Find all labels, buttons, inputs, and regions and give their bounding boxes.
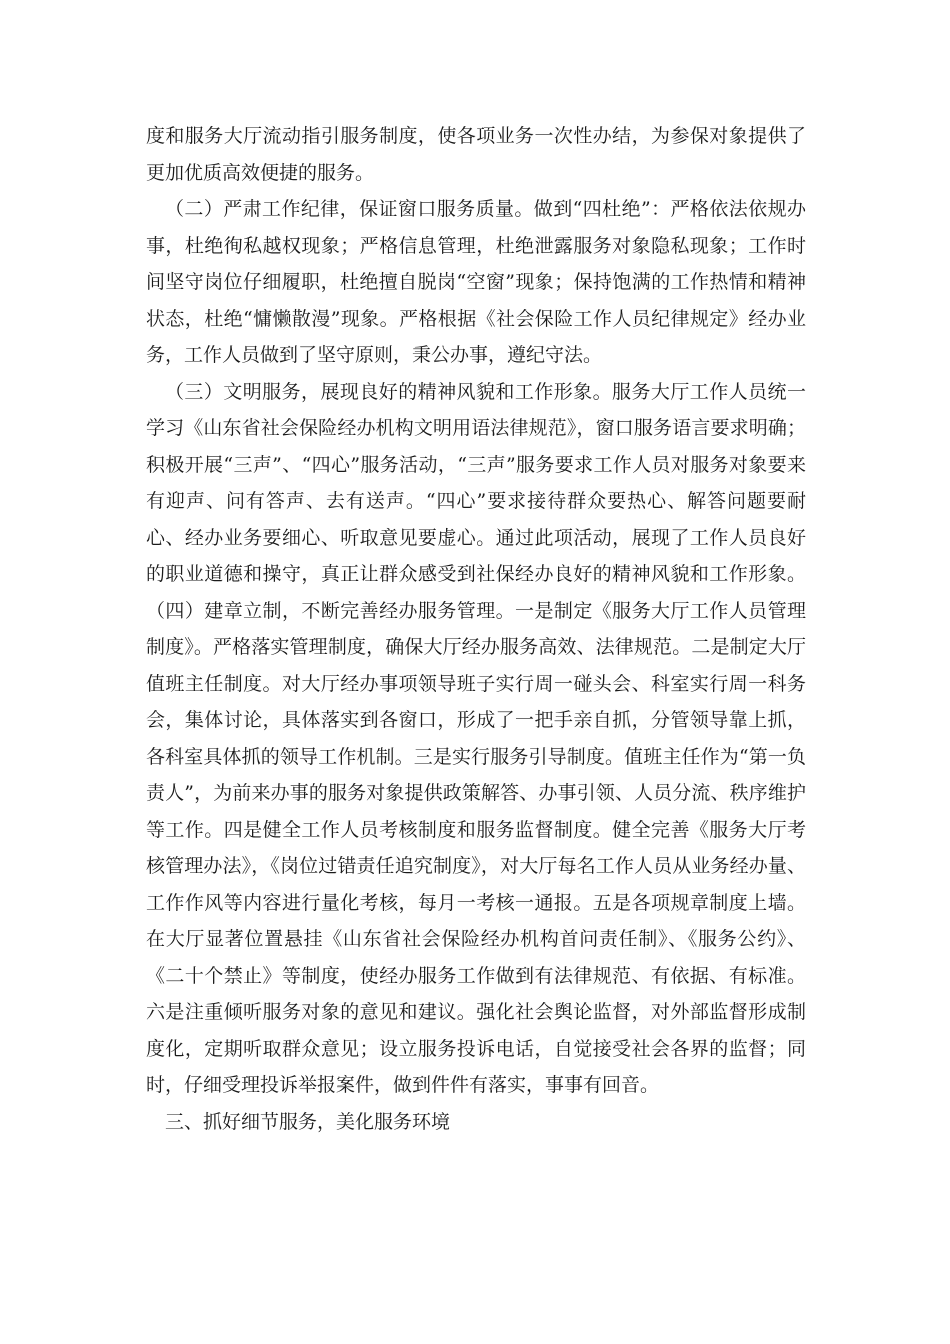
paragraph-continuation: 度和服务大厅流动指引服务制度，使各项业务一次性办结，为参保对象提供了更加优质高效便捷的服务。 xyxy=(146,125,806,184)
paragraph-civilized-service: （三）文明服务，展现良好的精神风貌和工作形象。服务大厅工作人员统一学习《山东省社会保险经办机构文明用语法律规范》，窗口服务语言要求明确；积极开展“三声”、“四心”服务活动，“三声”服务要求工作人员对服务对象要来有迎声、问有答声、去有送声。“四心”要求接待群众要热心、解答问题要耐心、经办业务要细心、听取意见要虚心。通过此项活动，展现了工作人员良好的职业道德和操守，真正让群众感受到社保经办良好的精神风貌和工作形象。（四）建章立制，不断完善经办服务管理。一是制定《服务大厅工作人员管理制度》。严格落实管理制度，确保大厅经办服务高效、法律规范。二是制定大厅值班主任制度。对大厅经办事项领导班子实行周一碰头会、科室实行周一科务会，集体讨论，具体落实到各窗口，形成了一把手亲自抓，分管领导靠上抓，各科室具体抓的领导工作机制。三是实行服务引导制度。值班主任作为“第一负责人”，为前来办事的服务对象提供政策解答、办事引领、人员分流、秩序维护等工作。四是健全工作人员考核制度和服务监督制度。健全完善《服务大厅考核管理办法》，《岗位过错责任追究制度》，对大厅每名工作人员从业务经办量、工作作风等内容进行量化考核，每月一考核一通报。五是各项规章制度上墙。在大厅显著位置悬挂《山东省社会保险经办机构首问责任制》、《服务公约》、《二十个禁止》等制度，使经办服务工作做到有法律规范、有依据、有标准。六是注重倾听服务对象的意见和建议。强化社会舆论监督，对外部监督形成制度化，定期听取群众意见；设立服务投诉电话，自觉接受社会各界的监督；同时，仔细受理投诉举报案件，做到件件有落实，事事有回音。 xyxy=(146,380,806,1096)
section-heading: 三、抓好细节服务，美化服务环境 xyxy=(165,1110,451,1133)
paragraph-work-discipline: （二）严肃工作纪律，保证窗口服务质量。做到“四杜绝”：严格依法依规办事，杜绝徇私越权现象；严格信息管理，杜绝泄露服务对象隐私现象；工作时间坚守岗位仔细履职，杜绝擅自脱岗“空窗”现象；保持饱满的工作热情和精神状态，杜绝“慵懒散漫”现象。严格根据《社会保险工作人员纪律规定》经办业务，工作人员做到了坚守原则，秉公办事，遵纪守法。 xyxy=(146,198,806,366)
document-body xyxy=(146,118,806,1140)
